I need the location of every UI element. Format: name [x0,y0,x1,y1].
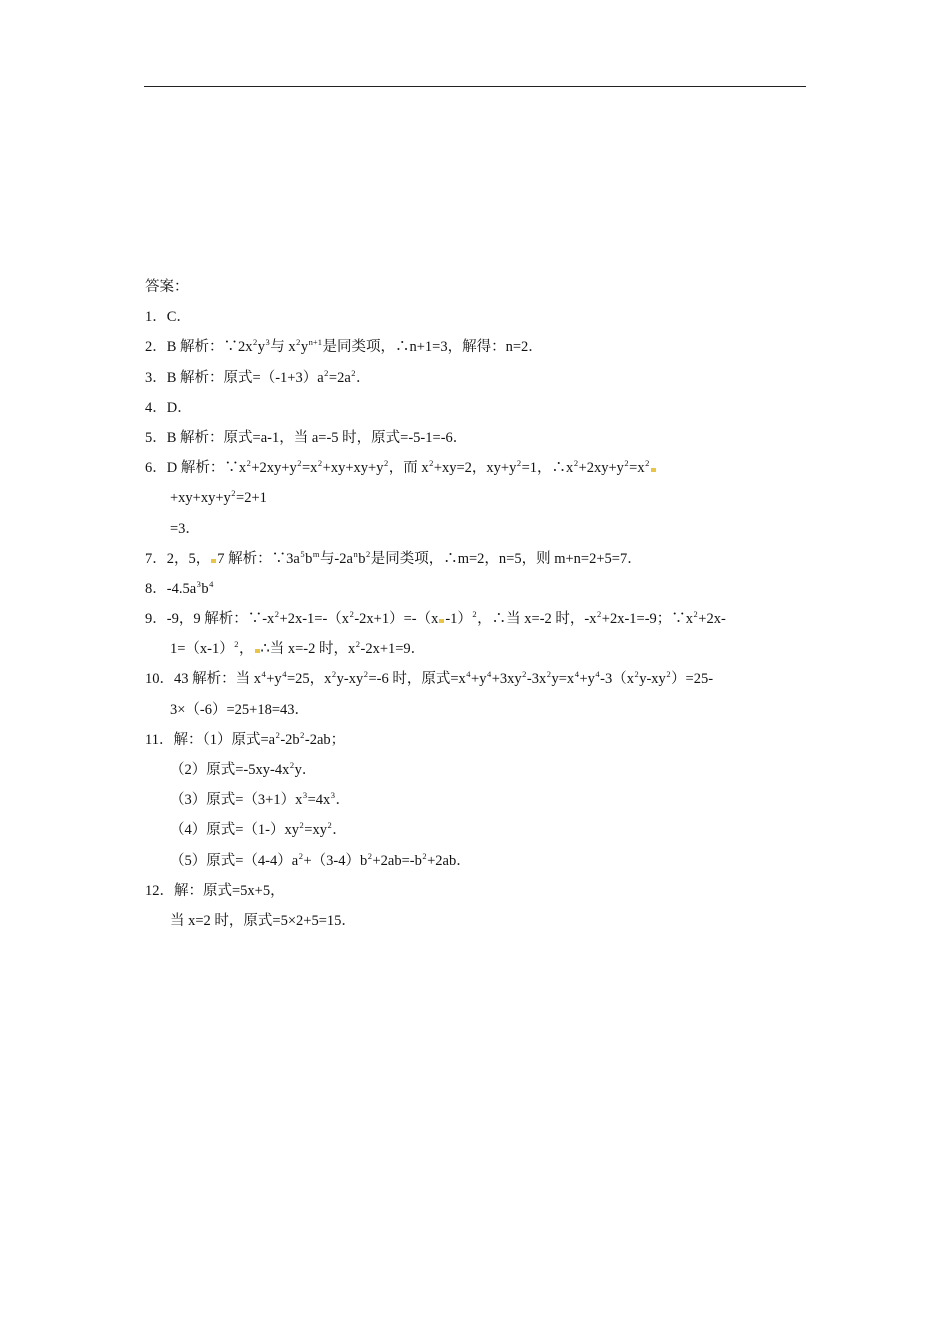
answer-text: -2x+1=9． [360,641,426,658]
superscript: m [312,548,320,559]
superscript: 4 [261,669,266,680]
superscript: 2 [624,458,629,469]
answer-text: （2）原式=-5xy-4x [170,762,290,778]
answer-content [145,276,810,940]
answer-text: 12．解：原式=5x+5， [145,882,285,899]
answer-text: +2x-1=-9；∵x [601,611,694,628]
superscript: 2 [522,669,527,680]
answer-text: b [358,550,366,567]
superscript: 2 [300,729,305,740]
superscript: 2 [299,820,304,831]
superscript: 2 [351,367,356,378]
answer-line-a10 [145,668,810,698]
superscript: 2 [666,669,671,680]
answer-text: 9．-9，9 解析：∵-x [145,611,275,628]
answer-text: 2．B 解析：∵2x [145,339,253,356]
answer-text: -3（x [600,671,634,688]
highlight-mark [651,468,656,472]
answer-text: b [201,580,209,597]
answer-text: （5）原式=（4-4）a [170,852,299,869]
answer-text: =3． [170,520,200,537]
answer-text: -2ab； [304,731,346,748]
answer-text: -2b [280,731,300,748]
answer-text: y [300,339,309,356]
superscript: 5 [300,548,305,559]
answer-line-a7 [145,548,810,578]
superscript: 2 [693,609,698,620]
answer-text: 3×（-6）=25+18=43． [170,701,310,718]
answer-text: -2x+1）=-（x [354,611,439,628]
answer-text: =4x [307,792,331,809]
superscript: 3 [302,790,308,801]
answer-text: +y [471,671,487,688]
answer-text: 是同类项，∴n+1=3，解得：n=2． [322,339,543,356]
answer-text: +y [579,671,595,688]
superscript: 2 [275,729,280,740]
answer-header: 答案： [145,279,189,295]
superscript: 2 [246,458,251,469]
answer-text: ，而 x [388,460,429,477]
answer-text: +3xy [491,671,522,688]
answer-text: =x [629,460,645,477]
superscript: 3 [330,790,336,801]
answer-line-a6c [145,518,810,548]
answer-line-a11c [145,789,810,819]
answer-text: =25，x [286,671,332,688]
answer-line-a2 [145,336,810,366]
answer-text: =x [301,460,318,477]
answer-text: +2xy+y [251,460,297,477]
answer-line-a9 [145,608,810,638]
answer-text: 6．D 解析：∵x [145,460,247,477]
answer-list [145,306,810,940]
answer-line-a6 [145,457,810,487]
superscript: 2 [365,548,371,559]
answer-text: +2x- [698,611,726,628]
answer-text: 7 解析：∵3a [217,550,300,567]
superscript: 4 [595,669,600,680]
highlight-mark [439,619,444,623]
answer-text: （4）原式=（1-）xy [170,822,300,839]
answer-line-a11e [145,850,810,880]
answer-text: y-xy [336,671,364,688]
superscript: 2 [331,669,337,680]
answer-text: y． [294,762,317,778]
answer-text: +xy+xy+y [322,460,384,477]
superscript: 2 [429,458,434,469]
superscript: 2 [383,458,389,469]
answer-text: +xy=2，xy+y [433,460,517,477]
answer-text: +2ab． [427,852,471,869]
superscript: 2 [327,820,332,831]
answer-text: =2a [328,369,351,386]
answer-text: +xy+xy+y [170,490,231,507]
superscript: 2 [317,458,323,469]
superscript: 2 [349,609,354,620]
answer-text: 3．B 解析：原式=（-1+3）a [145,369,324,386]
superscript: 2 [289,760,295,770]
superscript: 2 [645,458,650,469]
answer-text: +2ab=-b [372,852,422,869]
answer-line-a10b [145,699,810,729]
answer-text: y-xy [639,671,666,688]
answer-line-a4 [145,397,810,427]
answer-text: 8．-4.5a [145,580,197,597]
answer-text: y [257,339,266,356]
answer-text: +2x-1=-（x [279,611,350,628]
answer-text: ）=25- [671,671,714,688]
superscript: 2 [546,669,551,680]
superscript: 2 [573,458,579,469]
answer-text: =xy [304,822,327,839]
highlight-mark [255,649,260,653]
superscript: 2 [355,639,360,650]
answer-line-a5 [145,427,810,457]
superscript: 2 [367,850,372,861]
answer-line-a12b [145,910,810,940]
superscript: 2 [274,609,280,620]
answer-text: ，∴当 x=-2 时，-x [477,611,597,628]
superscript: 4 [574,669,579,680]
answer-text: 1=（x-1） [170,641,234,658]
answer-text: -1） [445,611,472,628]
answer-line-a11 [145,729,810,759]
superscript: 2 [296,337,301,348]
superscript: 2 [363,669,368,680]
answer-text: 5．B 解析：原式=a-1，当 a=-5 时，原式=-5-1=-6． [145,429,468,446]
answer-text: 是同类项，∴m=2，n=5，则 m+n=2+5=7． [370,550,642,567]
superscript: 2 [516,458,522,469]
answer-text: 7．2，5， [145,550,211,567]
answer-text: =-6 时，原式=x [368,671,466,688]
superscript: 4 [209,578,214,589]
superscript: 3 [265,337,270,348]
superscript: 4 [282,669,287,680]
answer-text: ． [335,792,351,809]
answer-text: 1．C． [145,309,191,326]
answer-text: ． [356,369,371,386]
answer-text: =1，∴x [521,460,574,477]
answer-text: ． [332,822,347,839]
answer-text: +y [266,671,282,688]
superscript: 2 [298,850,303,861]
answer-text: +2xy+y [578,460,624,477]
answer-text: ∴当 x=-2 时，x [260,641,356,658]
superscript: 2 [634,669,639,680]
superscript: 2 [234,639,239,650]
superscript: 3 [196,578,201,589]
highlight-mark [211,559,216,563]
answer-text: 当 x=2 时，原式=5×2+5=15． [170,912,356,929]
answer-text: 4．D． [145,399,192,416]
answer-text: y=x [551,671,575,688]
answer-text: 与-2a [319,550,353,567]
answer-text: （3）原式=（3+1）x [170,792,303,809]
answer-text: -3x [526,671,547,688]
superscript: n+1 [308,337,322,348]
answer-text: =2+1 [236,490,267,507]
superscript: 2 [324,367,329,378]
answer-line-a3 [145,367,810,397]
answer-text: 11．解：（1）原式=a [145,731,276,748]
answer-line-a12 [145,880,810,910]
answer-line-a1 [145,306,810,336]
superscript: 2 [231,488,236,499]
superscript: 4 [466,669,471,680]
answer-text: ， [239,641,254,658]
answer-text: b [305,550,313,567]
answer-line-a11d [145,819,810,849]
superscript: 2 [297,458,302,469]
answer-line-a8 [145,578,810,608]
answer-line-a11b [145,759,810,789]
answer-text: 与 x [270,339,296,356]
superscript: 2 [472,609,477,620]
answer-line-a6b [145,487,810,517]
answer-text: 10．43 解析：当 x [145,671,261,688]
header-rule [144,86,806,87]
superscript: 2 [597,609,602,620]
answer-text: +（3-4）b [303,852,368,869]
superscript: 2 [253,337,258,348]
answer-line-a9b [145,638,810,668]
superscript: n [353,548,358,559]
superscript: 4 [486,669,492,680]
superscript: 2 [422,850,427,861]
